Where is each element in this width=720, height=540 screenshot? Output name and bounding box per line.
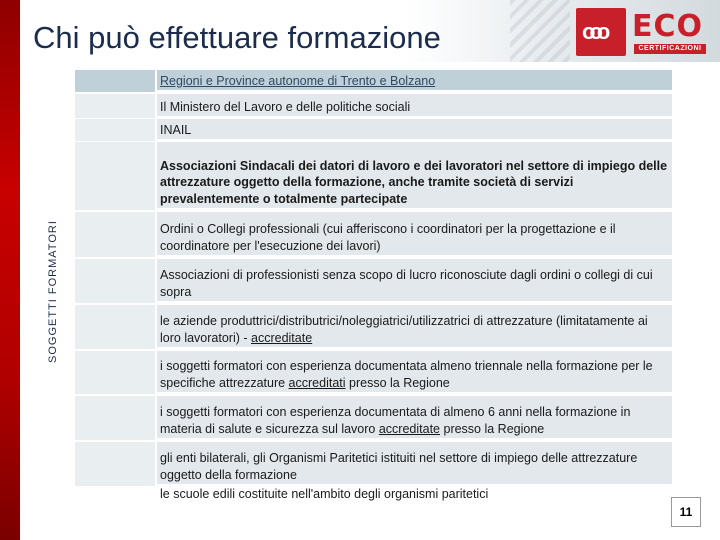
row-text: le scuole edili costituite nell'ambito degli organismi paritetici [160, 486, 489, 501]
table-row [75, 442, 672, 486]
logo-wordmark: ECO [632, 9, 704, 44]
table-row [75, 142, 672, 210]
row-text: i soggetti formatori con esperienza documentata di almeno 6 anni nella formazione in materia di salute e sicurezza sul lavoro accreditate presso la Regione [160, 405, 631, 436]
logo-subtitle: CERTIFICAZIONI [634, 44, 706, 54]
left-accent-strip [0, 0, 20, 540]
page-number: 11 [671, 497, 701, 527]
row-text: Associazioni Sindacali dei datori di lavoro e dei lavoratori nel settore di impiego delle attrezzature oggetto della formazione, anche tramite società di servizi prevalentemente o totalmente partecipate [160, 158, 668, 206]
table-row [75, 486, 672, 502]
row-text: Ordini o Collegi professionali (cui afferiscono i coordinatori per la progettazione e il coordinatore per l'esecuzione dei lavori) [160, 222, 616, 253]
row-text: Regioni e Province autonome di Trento e Bolzano [160, 73, 436, 88]
table-row [75, 351, 672, 394]
table-row [75, 119, 672, 141]
accreditati-link: accreditati [288, 375, 346, 390]
table-row [75, 305, 672, 349]
row-text: le aziende produttrici/distributrici/noleggiatrici/utilizzatrici di attrezzature (limitatamente ai loro lavoratori) - accreditate [160, 314, 648, 345]
side-label: SOGGETTI FORMATORI [47, 220, 59, 363]
table-row [75, 396, 672, 440]
row-text: i soggetti formatori con esperienza documentata almeno triennale nella formazione per le specifiche attrezzature accreditati presso la Regione [160, 359, 653, 390]
table-row [75, 70, 672, 92]
eco-certificazioni-logo [576, 8, 706, 56]
table-row [75, 259, 672, 303]
row-text: gli enti bilaterali, gli Organismi Paritetici istituiti nel settore di impiego delle attrezzature oggetto della formazione [160, 451, 638, 482]
slide-title: Chi può effettuare formazione [33, 20, 441, 55]
row-text: Associazioni di professionisti senza scopo di lucro riconosciute dagli ordini o collegi di cui sopra [160, 268, 653, 299]
row-text: INAIL [160, 122, 192, 137]
table-row [75, 212, 672, 257]
accreditate-link: accreditate [251, 330, 313, 345]
logo-rings: ooo [582, 19, 605, 44]
accreditate-link: accreditate [378, 421, 441, 436]
table-row [75, 94, 672, 118]
row-text: Il Ministero del Lavoro e delle politiche sociali [160, 99, 411, 114]
formatori-table [75, 70, 672, 502]
